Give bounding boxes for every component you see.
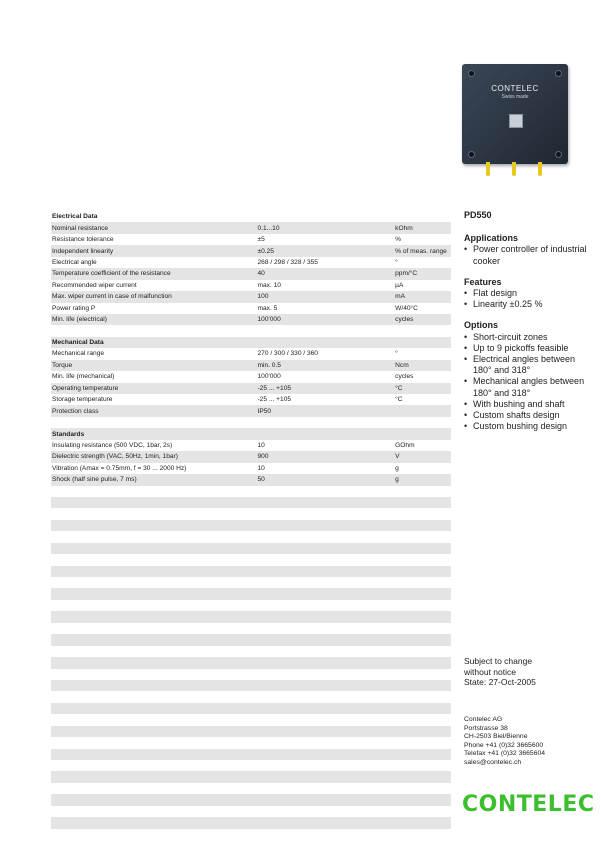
empty-row [51, 703, 451, 714]
parameter-name: Protection class [52, 407, 99, 415]
empty-row [51, 783, 451, 794]
empty-row [51, 737, 451, 748]
parameter-name: Power rating P [52, 304, 96, 312]
parameter-unit: cycles [395, 316, 414, 324]
table-row [51, 222, 451, 233]
parameter-name: Dielectric strength (VAC, 50Hz, 1min, 1bar) [52, 453, 178, 461]
terminal-pin [486, 162, 490, 176]
notice-line: Subject to change [464, 656, 533, 666]
empty-row [51, 497, 451, 508]
table-row [51, 417, 451, 428]
parameter-value: ±0.25 [257, 247, 274, 255]
section-title: Electrical Data [52, 213, 98, 221]
mount-hole [555, 151, 562, 158]
parameter-value: 10 [257, 441, 265, 449]
notice-line: without notice [464, 666, 516, 677]
empty-row [51, 531, 451, 542]
parameter-name: Resistance tolerance [52, 236, 114, 244]
parameter-unit: % of meas. range [395, 247, 447, 255]
table-row [51, 291, 451, 302]
empty-row [51, 771, 451, 782]
table-row [51, 405, 451, 416]
list-item: • Short-circuit zones [464, 332, 594, 343]
empty-row [51, 588, 451, 599]
address-line: CH-2503 Biel/Bienne [464, 733, 528, 741]
empty-row [51, 634, 451, 645]
mount-hole [468, 70, 475, 77]
parameter-value: ±5 [257, 236, 265, 244]
parameter-name: Storage temperature [52, 396, 113, 404]
parameter-name: Recommended wiper current [52, 281, 137, 289]
empty-row [51, 669, 451, 680]
parameter-name: Vibration (Amax = 0.75mm, f = 30 ... 2000 Hz) [52, 464, 187, 472]
table-row [51, 303, 451, 314]
list-item: • Flat design [464, 288, 594, 299]
potentiometer-body [462, 64, 568, 164]
empty-row [51, 543, 451, 554]
empty-row [51, 817, 451, 828]
list-item: • Custom bushing design [464, 421, 594, 432]
parameter-unit: cycles [395, 373, 414, 381]
parameter-value: 40 [257, 270, 265, 278]
table-row [51, 245, 451, 256]
parameter-value: max. 10 [257, 281, 281, 289]
applications-list [464, 244, 594, 266]
empty-row [51, 577, 451, 588]
email-link[interactable]: sales@contelec.ch [464, 758, 522, 766]
notice-line: State: 27-Oct-2005 [464, 677, 536, 687]
parameter-name: Temperature coefficient of the resistance [52, 270, 171, 278]
parameter-unit: W/40°C [395, 304, 418, 312]
list-item: • Electrical angles between 180° and 318° [464, 354, 594, 376]
table-row [51, 257, 451, 268]
parameter-value: 0.1...10 [257, 224, 280, 232]
features-title: Features [464, 276, 502, 287]
parameter-name: Mechanical range [52, 350, 105, 358]
address-line: Contelec AG [464, 716, 503, 723]
address-line: Portstrasse 38 [464, 724, 508, 732]
table-row [51, 440, 451, 451]
parameter-value: 100'000 [257, 316, 281, 324]
parameter-value: min. 0.5 [257, 361, 281, 369]
table-row [51, 463, 451, 474]
parameter-unit: mA [395, 293, 406, 301]
empty-row [51, 508, 451, 519]
table-row [51, 394, 451, 405]
parameter-value: 100 [257, 293, 269, 301]
parameter-value: IP50 [257, 407, 272, 415]
options-list [464, 332, 594, 433]
parameter-value: -25 ... +105 [257, 396, 292, 404]
parameter-unit: ppm/°C [395, 270, 418, 278]
address-line: Telefax +41 (0)32 3665604 [464, 750, 546, 758]
list-item: • Linearity ±0.25 % [464, 299, 594, 310]
list-item: • Mechanical angles between 180° and 318° [464, 376, 594, 398]
parameter-unit: % [395, 236, 402, 244]
company-address [464, 716, 545, 768]
empty-row [51, 749, 451, 760]
table-row [51, 348, 451, 359]
parameter-unit: kOhm [395, 224, 413, 232]
address-line: Phone +41 (0)32 3665600 [464, 741, 544, 749]
table-row [51, 474, 451, 485]
section-header-row [51, 428, 451, 439]
parameter-value: 268 / 298 / 328 / 355 [257, 258, 318, 266]
table-row [51, 234, 451, 245]
parameter-value: 900 [257, 453, 269, 461]
empty-row [51, 726, 451, 737]
mount-hole [555, 70, 562, 77]
parameter-name: Shock (half sine pulse, 7 ms) [52, 476, 137, 484]
parameter-unit: ° [395, 350, 398, 358]
empty-row [51, 611, 451, 622]
list-item: • Power controller of industrial cooker [464, 244, 594, 266]
parameter-unit: ° [395, 258, 398, 266]
table-row [51, 451, 451, 462]
empty-row [51, 714, 451, 725]
table-row [51, 383, 451, 394]
empty-row [51, 794, 451, 805]
empty-row [51, 566, 451, 577]
empty-row [51, 680, 451, 691]
parameter-name: Independent linearity [52, 247, 114, 255]
change-notice [464, 656, 536, 688]
section-header-row [51, 211, 451, 222]
empty-row [51, 691, 451, 702]
parameter-name: Insulating resistance (500 VDC, 1bar, 2s) [52, 441, 173, 449]
parameter-name: Torque [52, 361, 73, 369]
model-name: PD550 [464, 210, 492, 220]
empty-row [51, 600, 451, 611]
features-list [464, 288, 594, 310]
parameter-unit: °C [395, 384, 403, 392]
device-hub [509, 114, 523, 128]
list-item: • Up to 9 pickoffs feasible [464, 343, 594, 354]
empty-row [51, 760, 451, 771]
table-row [51, 268, 451, 279]
parameter-unit: g [395, 464, 399, 472]
specification-table [51, 211, 451, 829]
empty-row [51, 486, 451, 497]
empty-row [51, 520, 451, 531]
brand-logo: CONTELEC [462, 792, 595, 817]
empty-row [51, 646, 451, 657]
device-logo: CONTELEC [491, 84, 539, 93]
section-title: Mechanical Data [52, 339, 104, 347]
parameter-name: Min. life (mechanical) [52, 373, 115, 381]
parameter-name: Electrical angle [52, 258, 97, 266]
empty-row [51, 657, 451, 668]
table-row [51, 360, 451, 371]
parameter-unit: Ncm [395, 361, 409, 369]
parameter-name: Min. life (electrical) [52, 316, 107, 324]
device-subtitle: Swiss made [501, 94, 529, 100]
empty-row [51, 554, 451, 565]
parameter-value: max. 5 [257, 304, 278, 312]
parameter-unit: µA [395, 281, 404, 289]
parameter-unit: °C [395, 396, 403, 404]
parameter-value: 270 / 300 / 330 / 360 [257, 350, 318, 358]
mount-hole [468, 151, 475, 158]
table-row [51, 314, 451, 325]
empty-row [51, 623, 451, 634]
parameter-name: Nominal resistance [52, 224, 109, 232]
table-row [51, 325, 451, 336]
parameter-unit: g [395, 476, 399, 484]
table-row [51, 280, 451, 291]
parameter-value: 50 [257, 476, 265, 484]
list-item: • Custom shafts design [464, 410, 594, 421]
empty-row [51, 806, 451, 817]
parameter-unit: GOhm [395, 441, 415, 449]
product-photo [456, 62, 576, 182]
parameter-name: Operating temperature [52, 384, 119, 392]
section-header-row [51, 337, 451, 348]
terminal-pin [538, 162, 542, 176]
options-title: Options [464, 320, 498, 331]
parameter-value: 10 [257, 464, 265, 472]
product-summary [464, 210, 594, 442]
parameter-value: -25 ... +105 [257, 384, 292, 392]
list-item: • With bushing and shaft [464, 399, 594, 410]
section-title: Standards [52, 430, 85, 438]
parameter-name: Max. wiper current in case of malfunction [52, 293, 172, 301]
parameter-unit: V [395, 453, 400, 461]
applications-title: Applications [464, 233, 519, 244]
terminal-pin [512, 162, 516, 176]
parameter-value: 100'000 [257, 373, 281, 381]
table-row [51, 371, 451, 382]
